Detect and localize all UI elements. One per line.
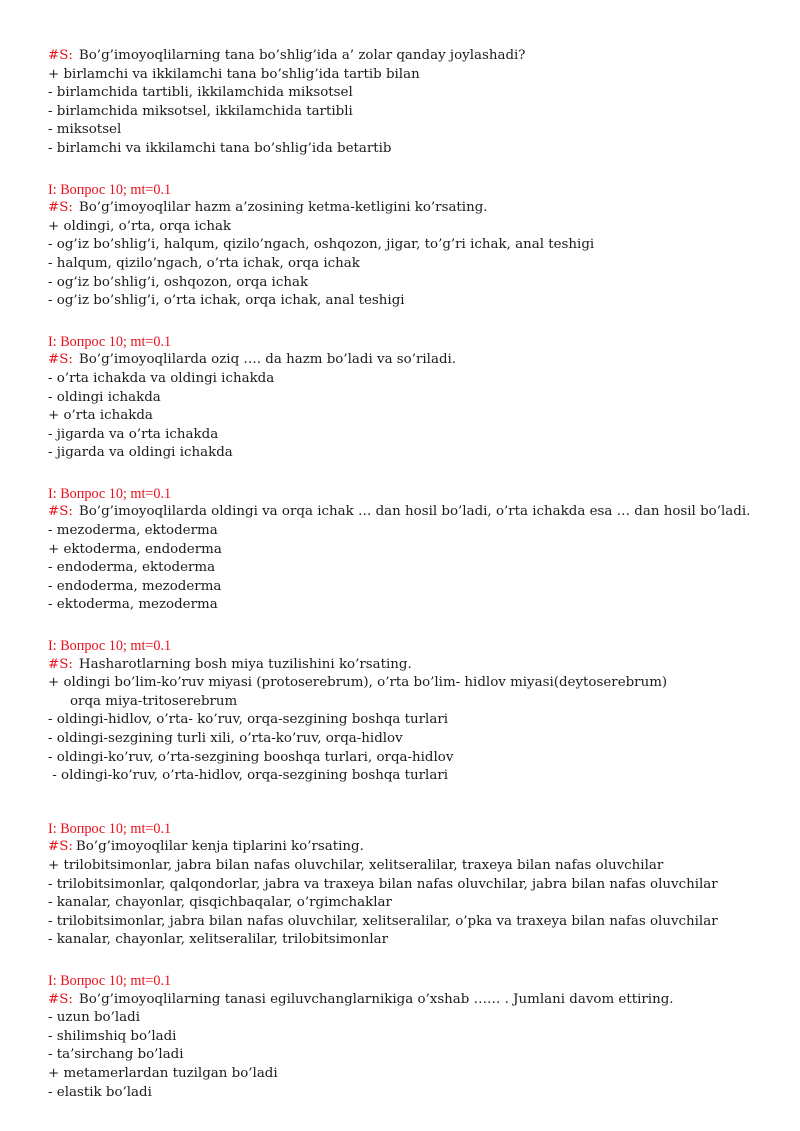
- question-text: Bo’g’imoyoqlilarning tanasi egiluvchanglarnikiga o’xshab …… . Jumlani davom ettiring.: [78, 991, 674, 1007]
- question-block: [48, 47, 780, 159]
- answer-option: - miksotsel: [48, 122, 122, 138]
- question-prefix: #S:: [48, 504, 73, 520]
- question-prefix: #S:: [48, 48, 73, 63]
- question-block: [48, 485, 780, 615]
- question-line: [48, 991, 780, 1010]
- question-prefix: #S:: [48, 352, 73, 368]
- answer-option: - birlamchida miksotsel, ikkilamchida tartibli: [48, 103, 353, 119]
- question-text: Bo’g’imoyoqlilarning tana bo’shlig’ida a’ zolar qanday joylashadi?: [78, 48, 526, 63]
- question-prefix: #S:: [48, 200, 73, 216]
- answer-option: + metamerlardan tuzilgan bo’ladi: [48, 1065, 278, 1081]
- question-text: Hasharotlarning bosh miya tuzilishini ko’rsating.: [78, 656, 412, 672]
- question-prefix: #S:: [48, 656, 73, 672]
- answer-option: - og’iz bo’shlig’i, o’rta ichak, orqa ichak, anal teshigi: [48, 293, 405, 309]
- answer-option: - oldingi-ko’ruv, o’rta-hidlov, orqa-sezgining boshqa turlari: [48, 768, 449, 784]
- answer-option: - oldingi-sezgining turli xili, o’rta-ko’ruv, orqa-hidlov: [48, 731, 403, 746]
- question-header: I: Вопрос 10; mt=0.1: [48, 972, 172, 989]
- question-header: I: Вопрос 10; mt=0.1: [48, 485, 172, 502]
- answer-option: - jigarda va oldingi ichakda: [48, 445, 233, 461]
- question-prefix: #S:: [48, 839, 73, 855]
- question-line: [48, 656, 780, 675]
- answer-option: - birlamchi va ikkilamchi tana bo’shlig’ida betartib: [48, 140, 392, 156]
- question-text: Bo’g’imoyoqlilar hazm a’zosining ketma-ketligini ko’rsating.: [78, 200, 488, 216]
- question-line: [48, 199, 780, 218]
- answer-option: - trilobitsimonlar, jabra bilan nafas oluvchilar, xelitseralilar, o’pka va traxeya bilan nafas oluvchilar: [48, 913, 718, 929]
- question-header: I: Вопрос 10; mt=0.1: [48, 820, 172, 837]
- answer-option: + oldingi, o’rta, orqa ichak: [48, 218, 232, 234]
- answer-option: - oldingi ichakda: [48, 389, 161, 405]
- question-block: [48, 820, 780, 950]
- answer-option: - oldingi-ko’ruv, o’rta-sezgining booshqa turlari, orqa-hidlov: [48, 749, 454, 765]
- question-text: Bo’g’imoyoqlilarda oldingi va orqa ichak … dan hosil bo’ladi, o’rta ichakda esa … dan hosil bo’ladi.: [78, 504, 751, 520]
- answer-option: + trilobitsimonlar, jabra bilan nafas oluvchilar, xelitseralilar, traxeya bilan nafas oluvchilar: [48, 857, 664, 873]
- answer-option: - og’iz bo’shlig’i, halqum, qizilo’ngach, oshqozon, jigar, to’g’ri ichak, anal teshigi: [48, 237, 595, 253]
- answer-option: - endoderma, ektoderma: [48, 560, 216, 576]
- answer-option: - halqum, qizilo’ngach, o’rta ichak, orqa ichak: [48, 255, 360, 271]
- question-block: [48, 972, 780, 1102]
- answer-option: - uzun bo’ladi: [48, 1010, 140, 1026]
- question-block: [48, 333, 780, 463]
- question-block: [48, 181, 780, 311]
- answer-option: + ektoderma, endoderma: [48, 541, 222, 557]
- answer-option: - shilimshiq bo’ladi: [48, 1028, 177, 1044]
- question-line: [48, 503, 780, 522]
- question-header: I: Вопрос 10; mt=0.1: [48, 638, 172, 655]
- question-text: Bo’g’imoyoqlilar kenja tiplarini ko’rsating.: [75, 839, 364, 855]
- answer-option: + birlamchi va ikkilamchi tana bo’shlig’ida tartib bilan: [48, 66, 420, 82]
- answer-option: + o’rta ichakda: [48, 408, 153, 424]
- answer-option: - elastik bo’ladi: [48, 1084, 152, 1100]
- answer-option: + oldingi bo’lim-ko’ruv miyasi (protoserebrum), o’rta bo’lim- hidlov miyasi(deytoserebrum): [48, 675, 668, 691]
- answer-option: - endoderma, mezoderma: [48, 578, 222, 594]
- answer-option: - kanalar, chayonlar, xelitseralilar, trilobitsimonlar: [48, 932, 388, 948]
- question-block: [48, 637, 780, 786]
- answer-option: - ta’sirchang bo’ladi: [48, 1047, 184, 1063]
- question-line: [48, 838, 780, 857]
- answer-option: - jigarda va o’rta ichakda: [48, 426, 219, 442]
- question-header: I: Вопрос 10; mt=0.1: [48, 181, 172, 198]
- answer-option: - trilobitsimonlar, qalqondorlar, jabra va traxeya bilan nafas oluvchilar, jabra bilan nafas oluvchilar: [48, 876, 718, 892]
- answer-option: - ektoderma, mezoderma: [48, 597, 218, 613]
- question-prefix: #S:: [48, 991, 73, 1007]
- answer-option-continuation: orqa miya-tritoserebrum: [70, 693, 238, 709]
- question-line: [48, 351, 780, 370]
- answer-option: - birlamchida tartibli, ikkilamchida miksotsel: [48, 85, 353, 101]
- question-header: I: Вопрос 10; mt=0.1: [48, 333, 172, 350]
- answer-option: - kanalar, chayonlar, qisqichbaqalar, o’rgimchaklar: [48, 895, 392, 911]
- answer-option: - og’iz bo’shlig’i, oshqozon, orqa ichak: [48, 274, 309, 290]
- answer-option: - o’rta ichakda va oldingi ichakda: [48, 370, 275, 386]
- answer-option: - oldingi-hidlov, o’rta- ko’ruv, orqa-sezgining boshqa turlari: [48, 712, 449, 728]
- question-text: Bo’g’imoyoqlilarda oziq …. da hazm bo’ladi va so’riladi.: [78, 352, 457, 368]
- question-line: [48, 47, 780, 66]
- answer-option: - mezoderma, ektoderma: [48, 523, 218, 539]
